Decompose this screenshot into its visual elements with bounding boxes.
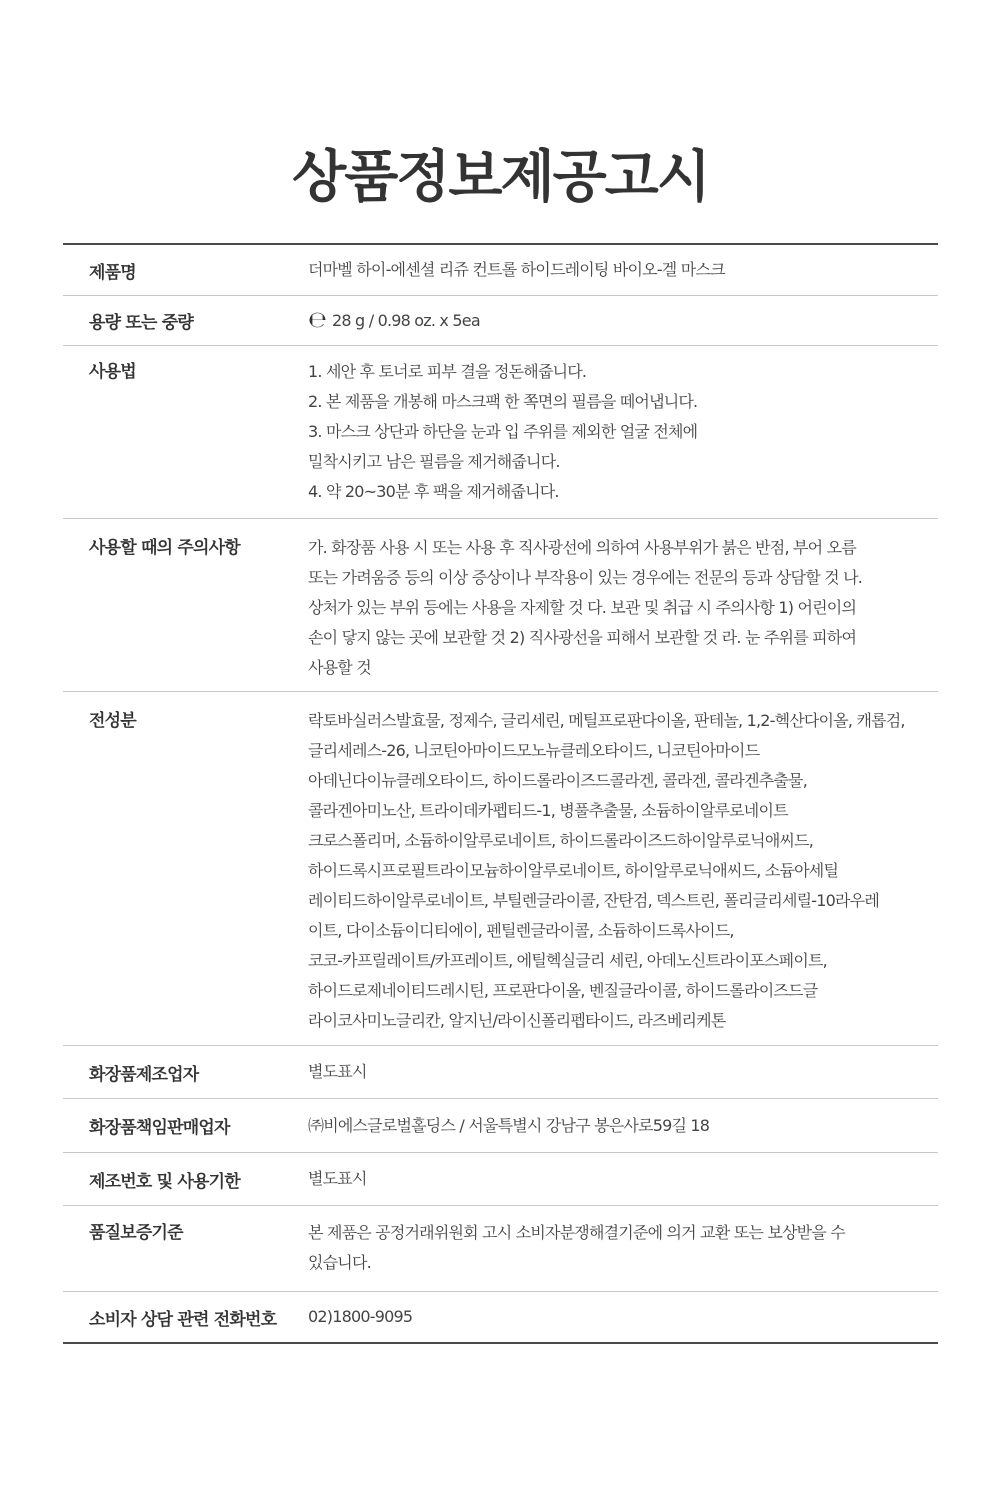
quality-line: 있습니다. bbox=[308, 1253, 371, 1272]
row-caution bbox=[63, 519, 938, 692]
row-label: 제조번호 및 사용기한 bbox=[89, 1171, 240, 1192]
row-product-name bbox=[63, 245, 938, 296]
ingredients-line: 아데닌다이뉴클레오타이드, 하이드롤라이즈드콜라겐, 콜라겐, 콜라겐추출물, bbox=[308, 771, 807, 790]
ingredients-line: 하이드로제네이티드레시틴, 프로판다이올, 벤질글라이콜, 하이드롤라이즈드글 bbox=[308, 981, 818, 1000]
row-label: 전성분 bbox=[89, 711, 136, 731]
caution-text bbox=[308, 533, 938, 683]
quality-line: 본 제품은 공정거래위원회 고시 소비자분쟁해결기준에 의거 교환 또는 보상받을 수 bbox=[308, 1223, 845, 1242]
usage-line: 4. 약 20~30분 후 팩을 제거해줍니다. bbox=[308, 482, 559, 501]
usage-line: 밀착시키고 남은 필름을 제거해줍니다. bbox=[308, 452, 560, 471]
row-label: 소비자 상담 관련 전화번호 bbox=[89, 1309, 277, 1330]
caution-line: 상처가 있는 부위 등에는 사용을 자제할 것 다. 보관 및 취급 시 주의사항 1) 어린이의 bbox=[308, 598, 857, 617]
ingredients-line: 콜라겐아미노산, 트라이데카펩티드-1, 병풀추출물, 소듐하이알루로네이트 bbox=[308, 801, 788, 820]
volume-value-cell bbox=[308, 306, 938, 336]
usage-line: 1. 세안 후 토너로 피부 결을 정돈해줍니다. bbox=[308, 362, 587, 381]
lot-expiry-value: 별도표시 bbox=[308, 1169, 367, 1188]
ingredients-line: 코코-카프릴레이트/카프레이트, 에틸헥실글리 세린, 아데노신트라이포스페이트, bbox=[308, 951, 827, 970]
quality-text bbox=[308, 1218, 938, 1278]
caution-line: 사용할 것 bbox=[308, 658, 371, 677]
seller-value: ㈜비에스글로벌홀딩스 / 서울특별시 강남구 봉은사로59길 18 bbox=[308, 1115, 710, 1135]
estimated-sign-icon: ℮ bbox=[308, 307, 326, 333]
usage-text bbox=[308, 357, 938, 507]
ingredients-line: 크로스폴리머, 소듐하이알루로네이트, 하이드롤라이즈드하이알루로닉애씨드, bbox=[308, 831, 814, 850]
row-label: 사용법 bbox=[89, 362, 136, 382]
caution-line: 가. 화장품 사용 시 또는 사용 후 직사광선에 의하여 사용부위가 붉은 반점, 부어 오름 bbox=[308, 538, 856, 557]
row-label: 용량 또는 중량 bbox=[89, 313, 193, 333]
ingredients-line: 글리세레스-26, 니코틴아마이드모노뉴클레오타이드, 니코틴아마이드 bbox=[308, 741, 760, 760]
ingredients-text bbox=[308, 706, 938, 1036]
manufacturer-value: 별도표시 bbox=[308, 1062, 367, 1081]
row-seller bbox=[63, 1099, 938, 1153]
product-info-table bbox=[63, 243, 938, 1344]
ingredients-line: 락토바실러스발효물, 정제수, 글리세린, 메틸프로판다이올, 판테놀, 1,2-헥산다이올, 캐롭검, bbox=[308, 711, 905, 730]
usage-line: 3. 마스크 상단과 하단을 눈과 입 주위를 제외한 얼굴 전체에 bbox=[308, 422, 698, 441]
row-label: 품질보증기준 bbox=[89, 1223, 183, 1243]
usage-line: 2. 본 제품을 개봉해 마스크팩 한 쪽면의 필름을 떼어냅니다. bbox=[308, 392, 698, 411]
ingredients-line: 라이코사미노글리칸, 알지닌/라이신폴리펩타이드, 라즈베리케톤 bbox=[308, 1011, 726, 1030]
volume-value: 28 g / 0.98 oz. x 5ea bbox=[332, 310, 480, 330]
ingredients-line: 레이티드하이알루로네이트, 부틸렌글라이콜, 잔탄검, 덱스트린, 폴리글리세릴-10라우레 bbox=[308, 891, 879, 910]
row-label: 화장품제조업자 bbox=[89, 1064, 199, 1085]
row-volume bbox=[63, 296, 938, 346]
row-ingredients bbox=[63, 692, 938, 1046]
ingredients-line: 이트, 다이소듐이디티에이, 펜틸렌글라이콜, 소듐하이드록사이드, bbox=[308, 921, 734, 940]
row-label: 화장품책임판매업자 bbox=[89, 1118, 230, 1138]
caution-line: 또는 가려움증 등의 이상 증상이나 부작용이 있는 경우에는 전문의 등과 상담할 것 나. bbox=[308, 568, 863, 587]
ingredients-line: 하이드록시프로필트라이모늄하이알루로네이트, 하이알루로닉애씨드, 소듐아세틸 bbox=[308, 861, 839, 880]
row-quality-standard bbox=[63, 1206, 938, 1292]
contact-phone-value: 02)1800-9095 bbox=[308, 1307, 413, 1326]
row-contact bbox=[63, 1292, 938, 1342]
row-label: 사용할 때의 주의사항 bbox=[89, 538, 240, 558]
row-usage bbox=[63, 346, 938, 519]
product-name-value: 더마벨 하이-에센셜 리쥬 컨트롤 하이드레이팅 바이오-겔 마스크 bbox=[308, 260, 725, 279]
caution-line: 손이 닿지 않는 곳에 보관할 것 2) 직사광선을 피해서 보관할 것 라. 눈 주위를 피하여 bbox=[308, 628, 857, 647]
row-lot-expiry bbox=[63, 1153, 938, 1206]
page-title: 상품정보제공고시 bbox=[292, 145, 709, 210]
row-manufacturer bbox=[63, 1046, 938, 1099]
row-label: 제품명 bbox=[89, 262, 136, 283]
